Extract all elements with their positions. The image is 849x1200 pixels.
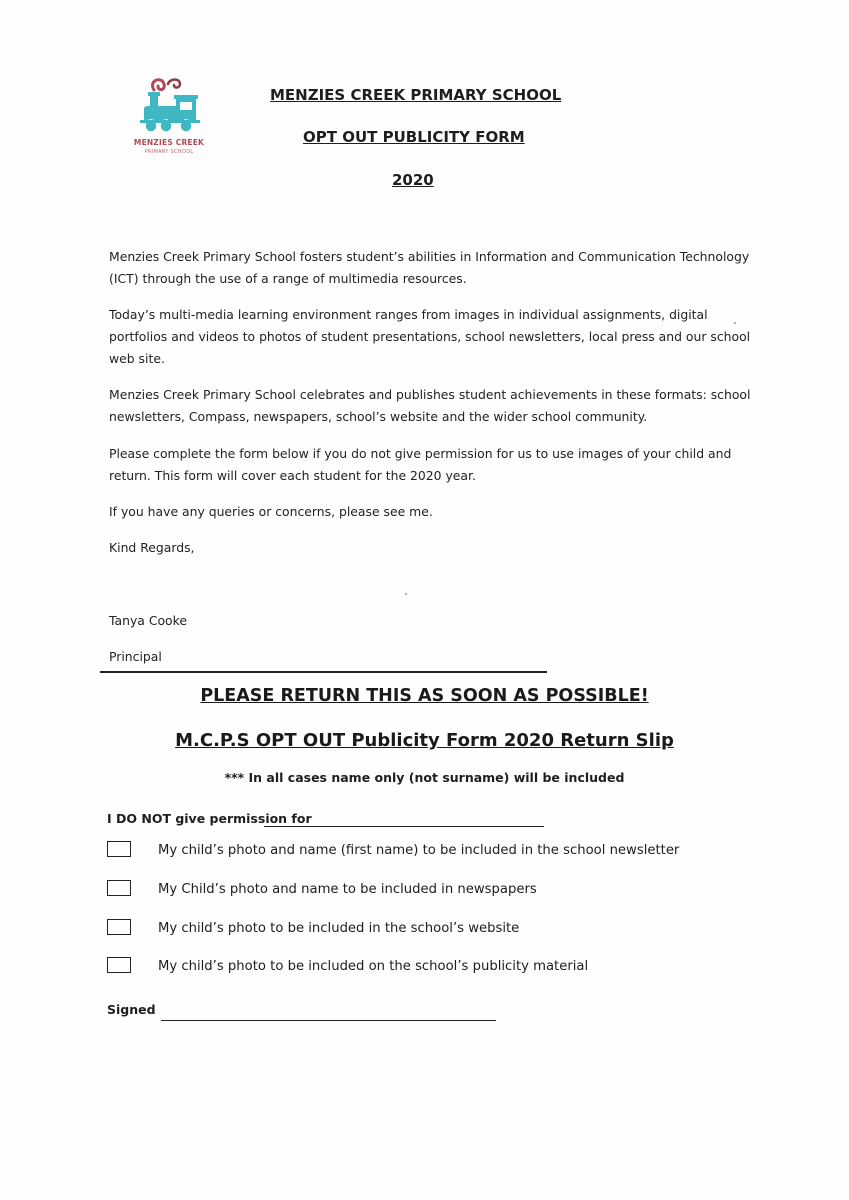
option-website-label: My child’s photo to be included in the school’s website	[158, 921, 520, 936]
instructions-paragraph: Please complete the form below if you do not give permission for us to use images of your child and return. This form will cover each student for the 2020 year.	[109, 446, 732, 483]
signatory-name: Tanya Cooke	[109, 613, 187, 628]
child-name-line[interactable]	[264, 826, 544, 827]
year-heading: 2020	[392, 171, 434, 189]
publishing-paragraph: Menzies Creek Primary School celebrates and publishes student achievements in these formats: school newsletters, Compass, newspapers, school’s website and the wider school community.	[109, 387, 751, 424]
school-name-heading: MENZIES CREEK PRIMARY SCHOOL	[270, 86, 562, 104]
logo-school-subtitle: PRIMARY SCHOOL	[144, 149, 194, 155]
option-newsletter-checkbox[interactable]	[107, 841, 131, 857]
signed-label: Signed	[107, 1002, 156, 1017]
school-logo	[126, 76, 212, 164]
option-newspapers-label: My Child’s photo and name to be included in newspapers	[158, 882, 537, 897]
option-website-row	[107, 919, 747, 941]
signatory-role: Principal	[109, 649, 162, 664]
closing-text: Kind Regards,	[109, 540, 195, 555]
logo-school-name: MENZIES CREEK	[133, 138, 205, 147]
media-paragraph: Today’s multi-media learning environment ranges from images in individual assignments, digital portfolios and videos to photos of student presentations, school newsletters, local press and our school web site.	[109, 307, 751, 366]
option-newspapers-row	[107, 880, 747, 902]
form-title-heading: OPT OUT PUBLICITY FORM	[303, 128, 525, 146]
signature-line[interactable]	[161, 1020, 496, 1021]
scan-speck	[405, 593, 407, 595]
surname-note: *** In all cases name only (not surname) will be included	[224, 770, 625, 785]
scan-speck	[734, 322, 736, 324]
section-divider	[100, 671, 547, 673]
option-website-checkbox[interactable]	[107, 919, 131, 935]
option-publicity-row	[107, 957, 747, 979]
return-urgent-heading: PLEASE RETURN THIS AS SOON AS POSSIBLE!	[200, 686, 649, 706]
option-newspapers-checkbox[interactable]	[107, 880, 131, 896]
return-slip-title: M.C.P.S OPT OUT Publicity Form 2020 Return Slip	[175, 730, 674, 751]
option-newsletter-row	[107, 841, 747, 863]
permission-label: I DO NOT give permission for	[107, 811, 312, 826]
option-publicity-checkbox[interactable]	[107, 957, 131, 973]
steam-train-icon	[134, 76, 204, 136]
intro-paragraph: Menzies Creek Primary School fosters student’s abilities in Information and Communication Technology (ICT) through the use of a range of multimedia resources.	[109, 249, 750, 286]
queries-paragraph: If you have any queries or concerns, please see me.	[109, 504, 433, 519]
option-newsletter-label: My child’s photo and name (first name) to be included in the school newsletter	[158, 843, 680, 858]
option-publicity-label: My child’s photo to be included on the school’s publicity material	[158, 959, 589, 974]
